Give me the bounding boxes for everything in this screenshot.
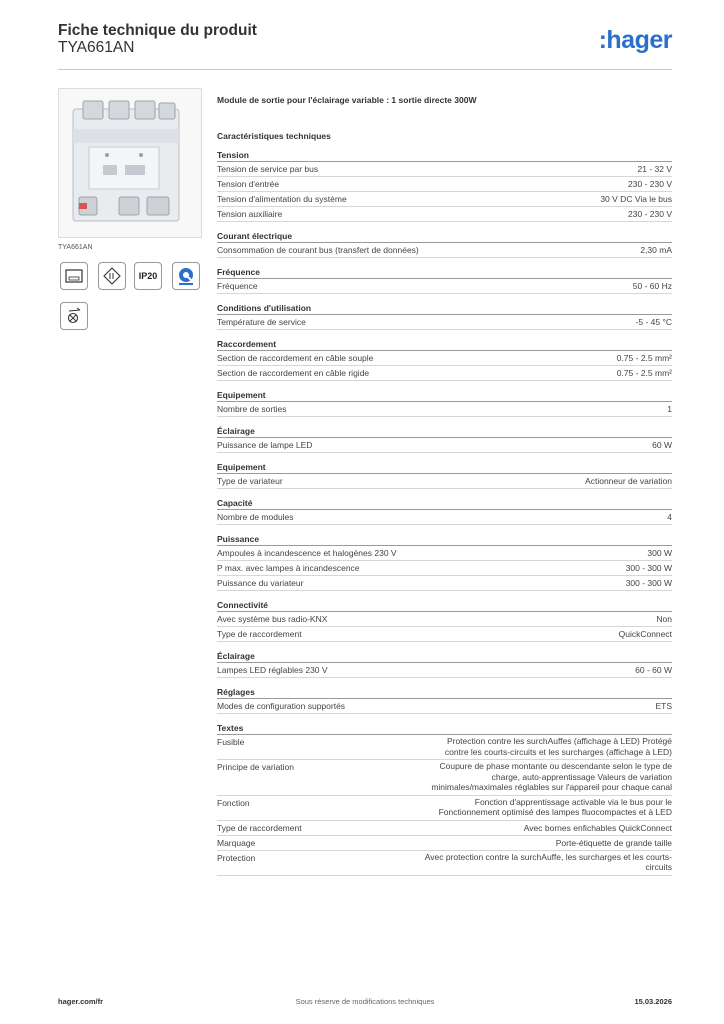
spec-group-title: Éclairage [217,650,672,663]
spec-label: Température de service [217,317,306,327]
spec-value: 60 - 60 W [635,665,672,675]
spec-label: Tension de service par bus [217,164,319,174]
spec-group [217,497,672,525]
spec-value: ETS [655,701,672,711]
product-image [58,88,202,238]
spec-label: Fusible [217,737,245,747]
spec-value: Non [656,614,672,624]
spec-row [217,851,672,876]
spec-row [217,438,672,453]
spec-label: Fréquence [217,281,258,291]
spec-group [217,425,672,453]
spec-group-title: Textes [217,722,672,735]
spec-label: Type de raccordement [217,629,302,639]
page-title: Fiche technique du produit [58,22,257,39]
spec-value: 300 - 300 W [625,578,672,588]
spec-value: 50 - 60 Hz [632,281,672,291]
spec-label: Marquage [217,837,256,848]
spec-label: P max. avec lampes à incandescence [217,563,360,573]
spec-label: Type de raccordement [217,822,302,833]
spec-label: Nombre de sorties [217,404,287,414]
technical-specs [217,95,672,876]
spec-row [217,474,672,489]
product-caption: TYA661AN [58,244,93,251]
spec-value: 4 [667,512,672,522]
spec-value: Actionneur de variation [585,476,672,486]
spec-row [217,796,672,821]
spec-row [217,192,672,207]
spec-group [217,338,672,381]
product-device-illustration [59,89,201,237]
section-title: Caractéristiques techniques [217,131,331,141]
spec-group [217,686,672,714]
spec-group-title: Capacité [217,497,672,510]
spec-group-title: Raccordement [217,338,672,351]
spec-row [217,366,672,381]
spec-value: Porte-étiquette de grande taille [555,837,672,848]
spec-label: Avec système bus radio-KNX [217,614,328,624]
product-reference: TYA661AN [58,39,135,56]
spec-value: 60 W [652,440,672,450]
spec-groups [217,149,672,876]
spec-value: Coupure de phase montante ou descendante selon le type de charge, auto-apprentissage Valeurs de variation minimales/maximales réglables sur l'appareil pour chaque canal [431,761,672,792]
spec-group-title: Réglages [217,686,672,699]
spec-value: QuickConnect [618,629,672,639]
spec-group-title: Connectivité [217,599,672,612]
spec-label: Ampoules à incandescence et halogènes 230 V [217,548,397,558]
spec-group-title: Conditions d'utilisation [217,302,672,315]
knx-icon [60,262,88,290]
spec-value: Avec protection contre la surchAuffe, les surcharges et les courts-circuits [424,851,672,872]
spec-label: Tension auxiliaire [217,209,283,219]
spec-group [217,149,672,222]
spec-value: 30 V DC Via le bus [600,194,672,204]
spec-value: 0.75 - 2.5 mm² [616,353,672,363]
spec-row [217,699,672,714]
spec-label: Section de raccordement en câble souple [217,353,374,363]
spec-row [217,546,672,561]
spec-group [217,650,672,678]
spec-label: Modes de configuration supportés [217,701,346,711]
spec-label: Lampes LED réglables 230 V [217,665,328,675]
spec-row [217,576,672,591]
spec-group-title: Equipement [217,389,672,402]
spec-row [217,510,672,525]
spec-row [217,402,672,417]
spec-value: 21 - 32 V [637,164,672,174]
spec-value: 300 W [647,548,672,558]
footer-date: 15.03.2026 [634,997,672,1006]
spec-group [217,389,672,417]
spec-label: Tension d'alimentation du système [217,194,347,204]
spec-row [217,760,672,796]
spec-group-title: Éclairage [217,425,672,438]
footer-url[interactable]: hager.com/fr [58,997,104,1006]
ip20-icon: IP20 [134,262,162,290]
product-column [58,88,202,281]
spec-value: Protection contre les surchAuffes (affichage à LED) Protégé contre les courts-circuits et les surcharges (affichage à LED) [444,736,672,757]
spec-group [217,461,672,489]
spec-value: 2,30 mA [640,245,672,255]
spec-label: Section de raccordement en câble rigide [217,368,370,378]
spec-value: Fonction d'apprentissage activable via le bus pour le Fonctionnement optimisé des lampes fluocompactes et à LED [438,796,672,817]
spec-row [217,315,672,330]
quickconnect-icon [172,262,200,290]
spec-label: Type de variateur [217,476,283,486]
spec-row [217,177,672,192]
footer-note: Sous réserve de modifications techniques [295,997,435,1006]
spec-row [217,627,672,642]
spec-group [217,266,672,294]
spec-row [217,735,672,760]
spec-value: 1 [667,404,672,414]
spec-group [217,599,672,642]
spec-value: Avec bornes enfichables QuickConnect [523,822,672,833]
spec-label: Tension d'entrée [217,179,280,189]
spec-group-title: Fréquence [217,266,672,279]
spec-group-title: Equipement [217,461,672,474]
logo-text: hager [606,26,672,54]
spec-row [217,243,672,258]
spec-label: Nombre de modules [217,512,294,522]
spec-row [217,351,672,366]
spec-label: Principe de variation [217,762,295,772]
spec-value: -5 - 45 °C [635,317,672,327]
spec-value: 300 - 300 W [625,563,672,573]
spec-group [217,533,672,591]
spec-group-title: Puissance [217,533,672,546]
spec-row [217,279,672,294]
hager-logo: :hager [598,26,672,54]
spec-row [217,663,672,678]
spec-group [217,230,672,258]
spec-group-title: Tension [217,149,672,162]
spec-label: Puissance de lampe LED [217,440,313,450]
spec-group [217,302,672,330]
spec-label: Protection [217,852,256,863]
spec-value: 0.75 - 2.5 mm² [616,368,672,378]
spec-group [217,722,672,876]
spec-row [217,612,672,627]
spec-row [217,836,672,851]
page-header [58,20,672,70]
spec-label: Fonction [217,797,250,808]
spec-value: 230 - 230 V [628,209,672,219]
spec-label: Consommation de courant bus (transfert de données) [217,245,419,255]
spec-value: 230 - 230 V [628,179,672,189]
double-insulation-icon [98,262,126,290]
product-subtitle: Module de sortie pour l'éclairage variable : 1 sortie directe 300W [217,95,477,105]
lamp-dimmer-icon [60,302,88,330]
spec-row [217,821,672,836]
spec-group-title: Courant électrique [217,230,672,243]
spec-row [217,162,672,177]
spec-label: Puissance du variateur [217,578,304,588]
spec-row [217,561,672,576]
spec-row [217,207,672,222]
